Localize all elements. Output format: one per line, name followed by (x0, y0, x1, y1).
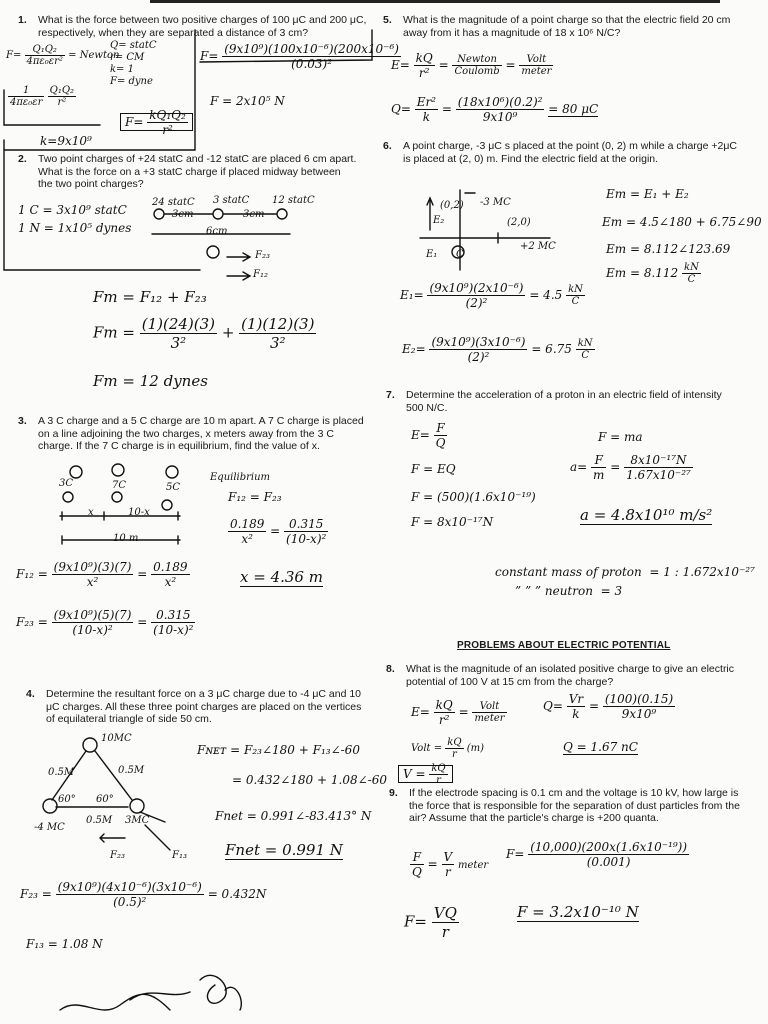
q3-f23-calc: F₂₃ = $\frac{\text{(9x10⁹)(5)(7)}}{\text{(10-x)²}}$ = $\frac{0.315}{\text{(10-x)²}}$ (16, 608, 194, 637)
q6-diagram-label: E₂ (433, 215, 445, 226)
question-8 (386, 663, 741, 688)
q6-et-result: Eт = 8.112∠123.69 (606, 242, 731, 256)
question-2 (18, 153, 358, 191)
q1-coulomb-formula: F= $\frac{\text{Q₁Q₂}}{\text{4πε₀εr²}}$ = Newton (6, 44, 120, 67)
q1-answer: F = 2x10⁵ N (210, 94, 285, 108)
q2-diagram-label: 3cm (243, 209, 265, 220)
question-text: A point charge, -3 μC s placed at the point (0, 2) m while a charge +2μC is placed at (2, 0) m. Find the electric field at the origin. (403, 140, 737, 165)
q9-answer: F = 3.2x10⁻¹⁰ N (517, 903, 639, 921)
q1-calculation: F= $\frac{\text{(9x10⁹)(100x10⁻⁶)(200x10⁻⁶)}}{\text{(0.03)²}}$ (200, 42, 399, 71)
q3-equilibrium-label: Equilibrium (210, 472, 271, 483)
q8-boxed-potential: V = $\frac{kQ}{r}$ (398, 763, 453, 786)
question-1 (18, 14, 368, 39)
q3-diagram-label: x (88, 507, 94, 518)
q4-diagram-label: 0.5M (48, 767, 75, 778)
q3-equilibrium-equation: $\frac{0.189}{\text{x²}}$ = $\frac{0.315}{\text{(10-x)²}}$ (230, 517, 327, 546)
q4-diagram-label: 60° (58, 794, 76, 805)
q5-charge-calc: Q= $\frac{\text{Er²}}{k}$ = $\frac{\text{(18x10⁶)(0.2)²}}{\text{9x10⁹}}$ = 80 μC (391, 95, 599, 124)
q4-f23-calc: F₂₃ = $\frac{\text{(9x10⁹)(4x10⁻⁶)(3x10⁻⁶)}}{\text{(0.5)²}}$ = 0.432N (20, 880, 267, 909)
q6-diagram-label: -3 MC (480, 197, 511, 208)
q7-force-eq: F = EQ (411, 462, 456, 476)
q3-diagram-label: 5C (166, 482, 181, 493)
charge-circle (162, 500, 172, 510)
q1-k-value: k=9x10⁹ (40, 134, 92, 148)
charge-circle (130, 799, 144, 813)
q2-total-force: Fт = F₁₂ + F₂₃ (93, 288, 207, 306)
question-9 (389, 787, 744, 825)
q4-fnet-values: = 0.432∠180 + 1.08∠-60 (232, 773, 387, 787)
q3-force-equation: F₁₂ = F₂₃ (228, 490, 282, 504)
question-text: What is the magnitude of a point charge so that the electric field 20 cm away from it has a magnitude of 18 x 10⁶ N/C? (403, 14, 731, 39)
question-number: 1. (18, 14, 27, 26)
q2-f23-arrow (227, 253, 250, 261)
q7-answer: a = 4.8x10¹⁰ m/s² (580, 506, 713, 524)
q6-diagram-label: +2 MC (520, 241, 556, 252)
q1-cgs-units: Q= statC r= CM k= 1 F= dyne (110, 40, 157, 87)
q7-field-def: E= $\frac{F}{Q}$ (411, 421, 446, 450)
q4-f13-label: F₁₃ (172, 850, 187, 861)
q7-neutron-mass: ” ” ” neutron = 3 (515, 584, 623, 598)
q4-f13-value: F₁₃ = 1.08 N (26, 937, 103, 951)
q6-et-sum: Eт = E₁ + E₂ (606, 187, 689, 201)
q4-f13-arrow (145, 825, 170, 850)
q3-x-line (60, 512, 180, 520)
question-text: Determine the resultant force on a 3 μC charge due to -4 μC and 10 μC charges. All these three point charges are placed on the vertices of equilateral triangle of side 50 cm. (46, 688, 362, 725)
question-number: 7. (386, 389, 395, 401)
q2-diagram-label: 3cm (172, 209, 194, 220)
question-number: 3. (18, 415, 27, 427)
q6-diagram-label: E₁ (426, 249, 438, 260)
q6-et-polar: Eт = 4.5∠180 + 6.75∠90 (602, 215, 762, 229)
q2-force-calc: Fт = $\frac{(1)(24)(3)}{\text{3²}}$ + $\frac{(1)(12)(3)}{\text{3²}}$ (93, 315, 315, 352)
q4-diagram-label: 10MC (101, 733, 132, 744)
question-text: If the electrode spacing is 0.1 cm and the voltage is 10 kV, how large is the force that is responsible for the separation of dust particles from the air? Assume that the particle's charge is +200 quanta. (409, 787, 740, 824)
q4-fnet-expression: Fɴᴇᴛ = F₂₃∠180 + F₁₃∠-60 (197, 743, 360, 757)
signature-scribble (60, 992, 190, 1010)
q7-newton-law: F = ma (598, 430, 643, 444)
q2-coulomb-statc: 1 C = 3x10⁹ statC (18, 203, 127, 217)
q9-force-formula: F= $\frac{VQ}{r}$ (404, 904, 457, 941)
q4-f23-label: F₂₃ (110, 850, 125, 861)
q4-diagram-label: 60° (96, 794, 114, 805)
top-border-line (150, 0, 720, 3)
q2-diagram-label: 12 statC (272, 195, 315, 206)
q7-force-result: F = 8x10⁻¹⁷N (411, 515, 494, 529)
question-number: 9. (389, 787, 398, 799)
charge-circle (154, 209, 164, 219)
question-5 (383, 14, 738, 39)
question-3 (18, 415, 368, 453)
charge-circle (112, 464, 124, 476)
q8-field-formula: E= $\frac{kQ}{\text{r²}}$ = $\frac{\text{Volt}}{\text{meter}}$ (411, 698, 505, 727)
q3-diagram-label: 7C (112, 480, 127, 491)
charge-circle (83, 738, 97, 752)
question-text: Determine the acceleration of a proton in an electric field of intensity 500 N/C. (406, 389, 722, 414)
q2-f12-arrow (227, 272, 250, 280)
q4-diagram-label: 0.5M (118, 765, 145, 776)
q4-diagram-label: -4 MC (34, 822, 65, 833)
q2-f23-label: F₂₃ (255, 250, 270, 261)
q8-charge-calc: Q= $\frac{Vr}{k}$ = $\frac{(100)(0.15)}{\text{9x10⁹}}$ (543, 692, 674, 721)
q6-e1-calc: E₁= $\frac{\text{(9x10⁹)(2x10⁻⁶)}}{\text{(2)²}}$ = 4.5 $\frac{kN}{C}$ (400, 281, 583, 310)
q3-answer: x = 4.36 m (240, 568, 323, 586)
question-number: 6. (383, 140, 392, 152)
question-text: A 3 C charge and a 5 C charge are 10 m apart. A 7 C charge is placed on a line adjoining the two charges, x meters away from the 3 C charge. If the 7 C charge is in equilibrium, find the value of x. (38, 415, 364, 452)
charge-circle (112, 492, 122, 502)
q6-diagram-label: C (456, 249, 464, 260)
charge-circle (213, 209, 223, 219)
q3-diagram-label: 10 m (113, 533, 139, 544)
charge-circle (43, 799, 57, 813)
q7-proton-mass: constant mass of proton = 1 : 1.672x10⁻²⁷ (495, 565, 755, 579)
q8-volt-expression: Volt = $\frac{kQ}{r}$ (m) (411, 737, 485, 760)
q6-diagram-label: (2,0) (507, 217, 531, 228)
q2-diagram-label: 6cm (206, 226, 228, 237)
question-4 (26, 688, 371, 726)
charge-circle (63, 492, 73, 502)
q4-diagram-label: 0.5M (86, 815, 113, 826)
question-text: What is the magnitude of an isolated positive charge to give an electric potential of 100 V at 15 cm from the charge? (406, 663, 735, 688)
question-number: 5. (383, 14, 392, 26)
q2-answer: Fт = 12 dynes (93, 372, 208, 390)
q9-force-calc: F= $\frac{\text{(10,000)(200x(1.6x10⁻¹⁹))}}{(0.001)}$ (506, 840, 688, 869)
q6-et-magnitude: Eт = 8.112 $\frac{kN}{C}$ (606, 262, 699, 285)
question-7 (386, 389, 741, 414)
q2-newton-dynes: 1 N = 1x10⁵ dynes (18, 221, 132, 235)
signature-scribble (200, 975, 241, 1010)
q3-diagram-label: 10-x (128, 507, 150, 518)
q1-boxed-formula: F= $\frac{\text{kQ₁Q₂}}{\text{r²}}$ (120, 108, 193, 137)
question-number: 8. (386, 663, 395, 675)
q4-diagram-label: 3MC (125, 815, 150, 826)
question-number: 4. (26, 688, 35, 700)
section-heading: PROBLEMS ABOUT ELECTRIC POTENTIAL (457, 640, 671, 651)
charge-circle (166, 466, 178, 478)
q6-e2-calc: E₂= $\frac{\text{(9x10⁹)(3x10⁻⁶)}}{\text{(2)²}}$ = 6.75 $\frac{kN}{C}$ (402, 335, 593, 364)
q8-answer: Q = 1.67 nC (563, 740, 638, 754)
question-number: 2. (18, 153, 27, 165)
q2-f12-label: F₁₂ (253, 269, 268, 280)
q4-fnet-polar: Fnet = 0.991∠-83.413° N (215, 809, 372, 823)
q6-diagram-label: (0,2) (440, 200, 464, 211)
q9-field-relation: $\frac{F}{Q}$ = $\frac{V}{r}$ meter (412, 850, 489, 879)
q4-answer: Fnet = 0.991 N (225, 841, 343, 859)
charge-circle (277, 209, 287, 219)
q1-k-expression: $\frac{1}{\text{4πε₀εr}}$ $\frac{\text{Q₁Q₂}}{\text{r²}}$ (10, 85, 75, 108)
q5-field-formula: E= $\frac{kQ}{\text{r²}}$ = $\frac{\text{Newton}}{\text{Coulomb}}$ = $\frac{\text{Volt}}{\text{meter}}$ (391, 51, 552, 80)
q2-diagram-label: 24 statC (152, 197, 195, 208)
question-text: Two point charges of +24 statC and -12 statC are placed 6 cm apart. What is the force on a +3 statC charge if placed midway between the two point charges? (38, 153, 357, 190)
question-text: What is the force between two positive charges of 100 μC and 200 μC, respectively, when they are separated a distance of 3 cm? (38, 14, 367, 39)
charge-circle (207, 246, 219, 258)
q7-accel-calc: a= $\frac{F}{m}$ = $\frac{\text{8x10⁻¹⁷N}}{\text{1.67x10⁻²⁷}}$ (570, 453, 691, 482)
q3-diagram-label: 3C (59, 478, 74, 489)
question-6 (383, 140, 738, 165)
q3-f12-calc: F₁₂ = $\frac{\text{(9x10⁹)(3)(7)}}{\text{x²}}$ = $\frac{0.189}{\text{x²}}$ (16, 560, 188, 589)
q7-force-calc: F = (500)(1.6x10⁻¹⁹) (411, 490, 536, 504)
charge-circle (70, 466, 82, 478)
q2-diagram-label: 3 statC (213, 195, 250, 206)
